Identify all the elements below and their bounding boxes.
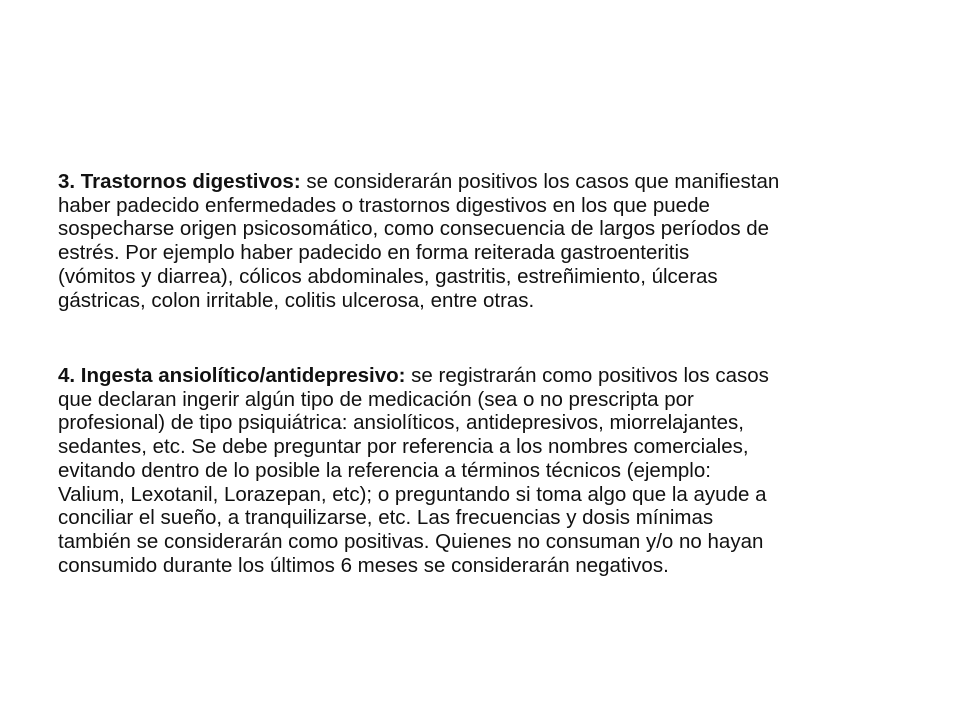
text-line: sospecharse origen psicosomático, como consecuencia de largos períodos de bbox=[58, 217, 770, 241]
text-line: que declaran ingerir algún tipo de medicación (sea o no prescripta por bbox=[58, 387, 694, 411]
text-line: conciliar el sueño, a tranquilizarse, etc. Las frecuencias y dosis mínimas bbox=[58, 506, 714, 530]
section-trastornos-digestivos bbox=[58, 170, 908, 312]
text-line: consumido durante los últimos 6 meses se considerarán negativos. bbox=[58, 553, 669, 577]
section-heading: 3. Trastornos digestivos: bbox=[58, 170, 301, 193]
text-line: sedantes, etc. Se debe preguntar por referencia a los nombres comerciales, bbox=[58, 435, 749, 459]
text-line-content: se registrarán como positivos los casos bbox=[405, 364, 769, 387]
section-heading: 4. Ingesta ansiolítico/antidepresivo: bbox=[58, 364, 406, 387]
text-line bbox=[58, 364, 908, 388]
text-line: (vómitos y diarrea), cólicos abdominales, gastritis, estreñimiento, úlceras bbox=[58, 264, 718, 288]
text-line bbox=[58, 170, 908, 194]
text-line: evitando dentro de lo posible la referencia a términos técnicos (ejemplo: bbox=[58, 458, 711, 482]
text-line: gástricas, colon irritable, colitis ulcerosa, entre otras. bbox=[58, 288, 535, 312]
text-line: Valium, Lexotanil, Lorazepan, etc); o preguntando si toma algo que la ayude a bbox=[58, 482, 767, 506]
text-line: también se considerarán como positivas. Quienes no consuman y/o no hayan bbox=[58, 529, 764, 553]
text-line: estrés. Por ejemplo haber padecido en forma reiterada gastroenteritis bbox=[58, 241, 690, 265]
text-line: profesional) de tipo psiquiátrica: ansiolíticos, antidepresivos, miorrelajantes, bbox=[58, 411, 744, 435]
text-line: haber padecido enfermedades o trastornos digestivos en los que puede bbox=[58, 193, 710, 217]
text-line-content: se considerarán positivos los casos que manifiestan bbox=[300, 170, 780, 193]
section-ingesta-ansiolitico bbox=[58, 364, 908, 577]
